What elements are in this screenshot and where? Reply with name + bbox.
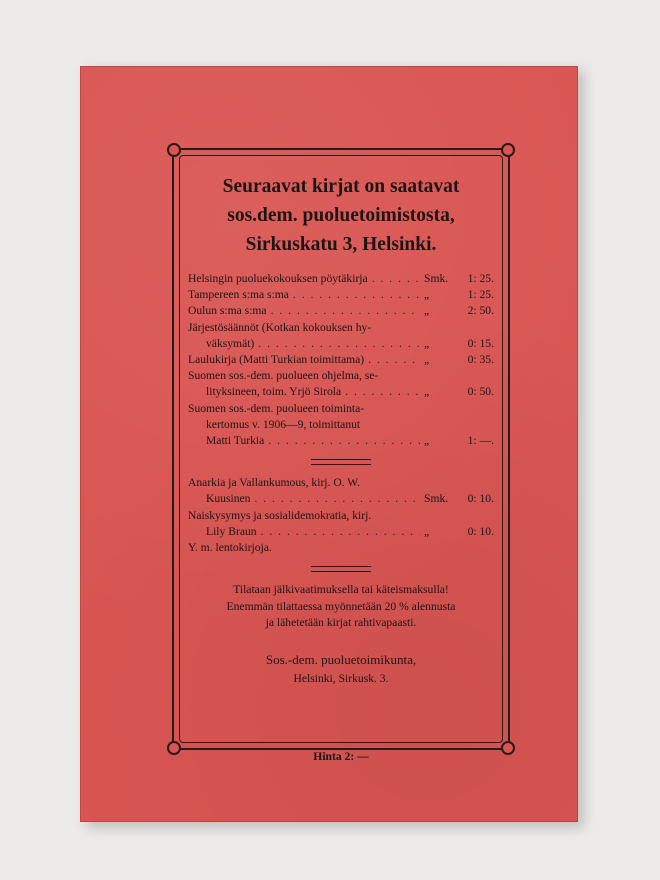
book-title: Helsingin puoluekokouksen pöytäkirja bbox=[188, 272, 368, 285]
misc-note: Y. m. lentokirjoja. bbox=[188, 541, 272, 555]
notice-line: ja lähetetään kirjat rahtivapaasti. bbox=[265, 616, 417, 630]
book-entry bbox=[188, 491, 494, 507]
book-title-line: Suomen sos.-dem. puolueen ohjelma, se- bbox=[188, 369, 379, 383]
frame-corner-ornament bbox=[167, 143, 181, 157]
book-price: 1: 25. bbox=[467, 288, 494, 302]
divider-rule bbox=[311, 566, 371, 572]
currency-mark: „ bbox=[424, 524, 430, 538]
dot-leader bbox=[271, 303, 420, 319]
book-price: 1: —. bbox=[467, 434, 494, 448]
publisher-name: Sos.-dem. puoluetoimikunta, bbox=[265, 651, 417, 667]
dot-leader bbox=[345, 384, 420, 400]
book-price: 2: 50. bbox=[467, 304, 494, 318]
book-entry bbox=[188, 336, 494, 352]
book-list-primary bbox=[188, 271, 494, 449]
book-entry bbox=[188, 303, 494, 319]
ornamental-frame bbox=[172, 148, 510, 763]
dot-leader bbox=[268, 433, 420, 449]
book-entry bbox=[188, 384, 494, 400]
frame-corner-ornament bbox=[167, 741, 181, 755]
heading-line: Sirkuskatu 3, Helsinki. bbox=[245, 234, 437, 255]
heading bbox=[188, 172, 494, 259]
book-title: Lily Braun bbox=[206, 524, 257, 538]
price-label: Hinta 2: — bbox=[313, 750, 369, 763]
cover-content bbox=[188, 164, 494, 763]
currency-mark: Smk. bbox=[424, 492, 449, 506]
book-price: 0: 35. bbox=[467, 353, 494, 367]
currency-mark: „ bbox=[424, 434, 430, 448]
dot-leader bbox=[258, 336, 420, 352]
book-entry bbox=[188, 352, 494, 368]
dot-leader bbox=[261, 524, 420, 540]
book-list-secondary bbox=[188, 475, 494, 540]
book-title: Tampereen s:ma s:ma bbox=[188, 288, 289, 302]
book-price: 0: 10. bbox=[467, 524, 494, 538]
currency-mark: „ bbox=[424, 385, 430, 399]
book-title: lityksineen, toim. Yrjö Sirola bbox=[206, 385, 342, 399]
book-title-line: Anarkia ja Vallankumous, kirj. O. W. bbox=[188, 476, 361, 490]
dot-leader bbox=[254, 491, 420, 507]
book-price: 0: 15. bbox=[467, 336, 494, 350]
book-price: 0: 10. bbox=[467, 492, 494, 506]
book-entry bbox=[188, 271, 494, 287]
frame-corner-ornament bbox=[501, 741, 515, 755]
notice-line: Tilataan jälkivaatimuksella tai käteismaksulla! bbox=[233, 583, 449, 597]
book-title: Laulukirja (Matti Turkian toimittama) bbox=[188, 353, 365, 367]
book-entry bbox=[188, 287, 494, 303]
signature-block bbox=[188, 650, 494, 688]
book-title: Kuusinen bbox=[206, 492, 251, 506]
dot-leader bbox=[293, 287, 420, 303]
notice-line: Enemmän tilattaessa myönnetään 20 % alennusta bbox=[226, 599, 456, 613]
currency-mark: Smk. bbox=[424, 272, 449, 285]
book-title-line: Järjestösäännöt (Kotkan kokouksen hy- bbox=[188, 320, 372, 334]
book-price: 0: 50. bbox=[467, 385, 494, 399]
heading-line: Seuraavat kirjat on saatavat bbox=[222, 176, 460, 197]
book-title: Oulun s:ma s:ma bbox=[188, 304, 267, 318]
book-price: 1: 25. bbox=[467, 272, 494, 285]
frame-corner-ornament bbox=[501, 143, 515, 157]
currency-mark: „ bbox=[424, 304, 430, 318]
currency-mark: „ bbox=[424, 353, 430, 367]
book-entry bbox=[188, 524, 494, 540]
book-entry bbox=[188, 433, 494, 449]
book-title: väksymät) bbox=[206, 336, 255, 350]
currency-mark: „ bbox=[424, 288, 430, 302]
publisher-address: Helsinki, Sirkusk. 3. bbox=[293, 671, 389, 685]
book-title-line: Suomen sos.-dem. puolueen toiminta- bbox=[188, 401, 365, 415]
heading-line: sos.dem. puoluetoimistosta, bbox=[227, 205, 455, 226]
dot-leader bbox=[372, 271, 420, 287]
book-title-line: Naiskysymys ja sosialidemokratia, kirj. bbox=[188, 508, 372, 522]
book-title-line: kertomus v. 1906—9, toimittanut bbox=[206, 417, 361, 431]
book-title: Matti Turkia bbox=[206, 434, 265, 448]
divider-rule bbox=[311, 459, 371, 465]
dot-leader bbox=[368, 352, 420, 368]
currency-mark: „ bbox=[424, 336, 430, 350]
book-back-cover bbox=[80, 66, 578, 822]
order-notice bbox=[188, 582, 494, 632]
